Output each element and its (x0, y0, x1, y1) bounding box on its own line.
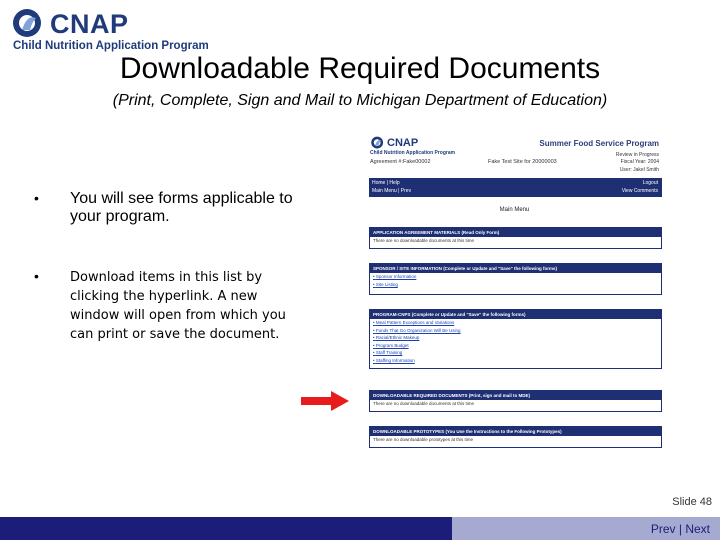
funds-link[interactable]: • Funds That Go Organization Will Be Using (373, 327, 461, 333)
cnap-emblem-icon (370, 136, 386, 150)
section-note: There are no downloadable prototypes at this time (373, 437, 474, 442)
user-name: User: Jakel Smith (619, 167, 659, 173)
red-arrow-icon (301, 391, 349, 411)
section-application-agreement (369, 227, 662, 249)
prev-link[interactable]: Prev (650, 522, 676, 536)
section-header: DOWNLOADABLE PROTOTYPES (You Use the Instructions to the Following Prototypes) (370, 427, 661, 436)
slide-title: Downloadable Required Documents (119, 52, 601, 85)
nav-links (651, 522, 710, 536)
bullet-text: Download items in this list by clicking the hyperlink. A new window will open from which you can print or save the document. (70, 270, 286, 342)
logo-subtitle: Child Nutrition Application Program (13, 40, 209, 52)
section-note: There are no downloadable documents at this time (373, 401, 475, 406)
cnap-emblem-icon (10, 8, 48, 40)
section-downloadable-prototypes (369, 426, 662, 448)
bullet-symbol: • (34, 190, 39, 206)
view-comments-link[interactable]: View Comments (621, 188, 658, 194)
slide-subtitle: (Print, Complete, Sign and Mail to Michigan Department of Education) (112, 92, 608, 109)
nav-separator: | (678, 522, 682, 536)
fiscal-year: Fiscal Year: 2004 (620, 159, 659, 165)
home-help-link[interactable]: Home | Help (372, 180, 400, 186)
section-sponsor-site (369, 263, 662, 295)
main-menu-heading: Main Menu (499, 207, 530, 213)
slide-number: Slide 48 (672, 496, 712, 508)
section-header: APPLICATION AGREEMENT MATERIALS (Read Only Form) (370, 228, 661, 237)
footer-nav (452, 517, 720, 540)
screenshot-logo (370, 136, 470, 160)
section-header: SPONSOR / SITE INFORMATION (Complete or Update and "Save" the following forms) (370, 264, 661, 273)
sponsor-information-link[interactable]: • Sponsor Information (373, 274, 417, 279)
section-header: DOWNLOADABLE REQUIRED DOCUMENTS (Print, sign and mail to MDE) (370, 391, 661, 400)
section-downloadable-required-documents (369, 390, 662, 412)
main-menu-prev-link[interactable]: Main Menu | Prev (372, 188, 412, 194)
section-header: PROGRAM-CNPS (Complete or Update and "Save" the following forms) (370, 310, 661, 319)
app-screenshot (366, 132, 663, 454)
section-program-cnps (369, 309, 662, 369)
logout-link[interactable]: Logout (642, 180, 658, 186)
bullet-text: You will see forms applicable to your program. (70, 190, 293, 225)
staff-training-link[interactable]: • Staff Training (373, 350, 403, 355)
screenshot-logo-subtitle: Child Nutrition Application Program (370, 150, 456, 156)
cnap-logo (10, 8, 220, 54)
bullet-symbol: • (34, 268, 39, 284)
screenshot-nav-bar (369, 178, 662, 197)
site-name: Fake Test Site for 20000003 (488, 159, 557, 165)
screenshot-logo-wordmark: CNAP (387, 137, 419, 149)
agreement-number: Agreement #:Fake00002 (370, 159, 431, 165)
program-name: Summer Food Service Program (539, 139, 659, 148)
site-listing-link[interactable]: • Site Listing (373, 281, 398, 287)
section-note: There are no downloadable documents at this time (373, 238, 475, 243)
meal-pattern-link[interactable]: • Meal Pattern Exceptions and Variations (373, 320, 455, 325)
logo-wordmark: CNAP (50, 9, 129, 39)
next-link[interactable]: Next (685, 522, 710, 536)
review-status: Review in Progress (615, 152, 659, 158)
program-budget-link[interactable]: • Program Budget (373, 342, 409, 348)
staffing-information-link[interactable]: • Staffing Information (373, 357, 415, 363)
racial-ethnic-link[interactable]: • Racial/Ethnic Makeup (373, 335, 420, 340)
